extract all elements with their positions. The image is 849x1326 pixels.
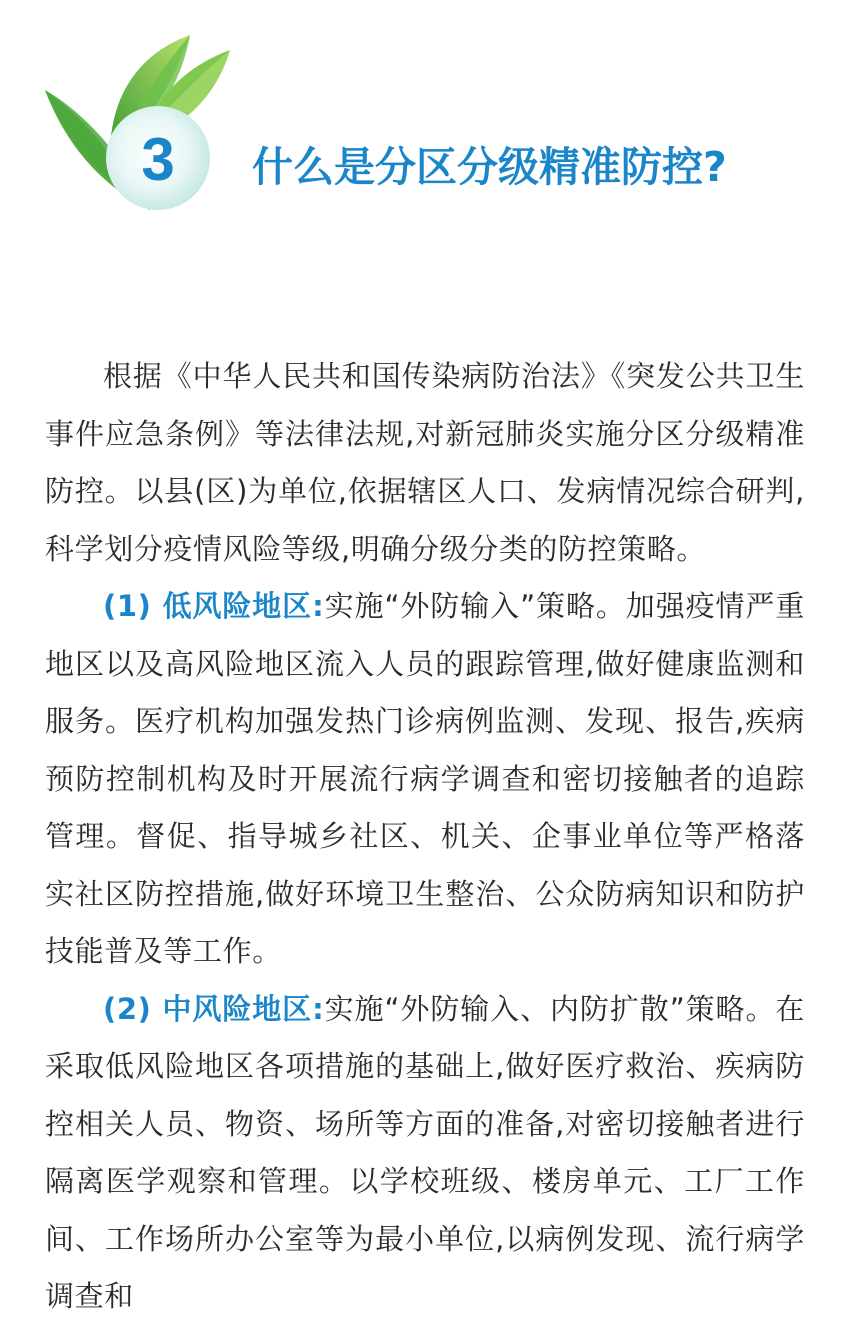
section-header [40, 30, 800, 230]
paragraph-text: 实施“外防输入、内防扩散”策略。在采取低风险地区各项措施的基础上,做好医疗救治、疾病防控相关人员、物资、场所等方面的准备,对密切接触者进行隔离医学观察和管理。以学校班级、楼房单元、工厂工作间、工作场所办公室等为最小单位,以病例发现、流行病学调查和 [45, 991, 806, 1313]
paragraph-text: 实施“外防输入”策略。加强疫情严重地区以及高风险地区流入人员的跟踪管理,做好健康监测和服务。医疗机构加强发热门诊病例监测、发现、报告,疾病预防控制机构及时开展流行病学调查和密切接触者的追踪管理。督促、指导城乡社区、机关、企事业单位等严格落实社区防控措施,做好环境卫生整治、公众防病知识和防护技能普及等工作。 [45, 589, 806, 968]
paragraph-medium-risk [45, 981, 805, 1326]
paragraph-low-risk [45, 578, 805, 981]
leaf-number-badge [40, 30, 230, 215]
body-content [45, 348, 805, 1326]
low-risk-heading: (1) 低风险地区: [103, 589, 325, 623]
paragraph-intro [45, 348, 805, 578]
page-title: 什么是分区分级精准防控? [252, 143, 727, 191]
leaf-sprout-icon [40, 30, 230, 215]
medium-risk-heading: (2) 中风险地区: [103, 991, 325, 1026]
paragraph-text: 根据《中华人民共和国传染病防治法》《突发公共卫生事件应急条例》等法律法规,对新冠肺炎实施分区分级精准防控。以县(区)为单位,依据辖区人口、发病情况综合研判,科学划分疫情风险等级,明确分级分类的防控策略。 [45, 359, 805, 566]
section-number: 3 [141, 126, 175, 193]
